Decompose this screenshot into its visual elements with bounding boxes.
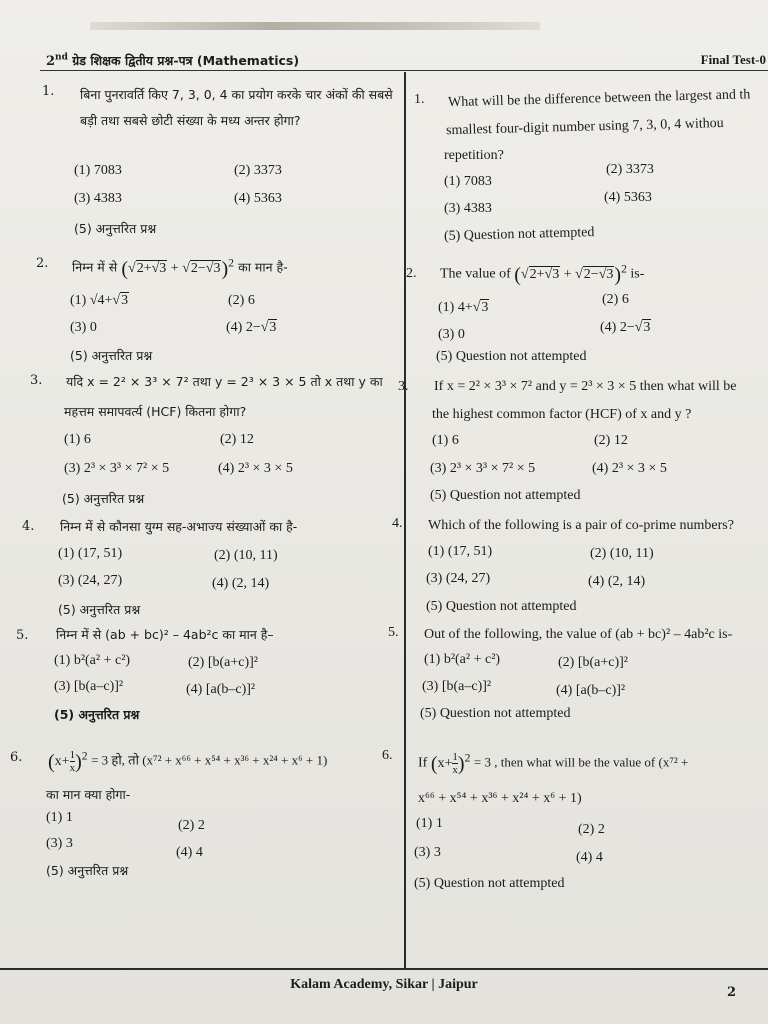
hi-q3-opt4: (4) 2³ × 3 × 5 [218, 461, 293, 476]
page-number: 2 [726, 985, 736, 1000]
en-q3-opt1: (1) 6 [432, 433, 459, 448]
en-q2-opt3: (3) 0 [438, 327, 465, 342]
en-q3-opt3: (3) 2³ × 3³ × 7² × 5 [430, 461, 536, 476]
hi-q5-text: निम्न में से (ab + bc)² – 4ab²c का मान है– [56, 627, 274, 642]
en-q6-opt3: (3) 3 [414, 845, 441, 860]
hi-q1-opt4: (4) 5363 [234, 191, 282, 206]
hi-q2-opt2: (2) 6 [228, 293, 255, 308]
hi-q2-text: निम्न में से $(√2+√3 + √2-√3)^2$ का मान है- [72, 256, 288, 280]
en-q3-number: 3. [398, 379, 409, 394]
en-q3-line1: If x = 2² × 3³ × 7² and y = 2³ × 3 × 5 then what will be [434, 379, 737, 394]
hi-q5-opt3: (3) [b(a–c)]² [54, 679, 124, 694]
en-q6-opt5: (5) Question not attempted [414, 876, 565, 891]
en-q5-opt2: (2) [b(a+c)]² [558, 655, 628, 670]
en-q6-expression: (x+ $\frac{1}{x}$ )$^2$ [430, 750, 471, 776]
en-q3-opt2: (2) 12 [594, 433, 628, 448]
en-q6-line2: x⁶⁶ + x⁵⁴ + x³⁶ + x²⁴ + x⁶ + 1) [418, 791, 582, 806]
en-q1-opt5: (5) Question not attempted [443, 225, 595, 244]
en-q1-line1: What will be the difference between the largest and th [447, 87, 751, 111]
en-q2-expression: $(√2+√3 + √2-√3)^2$ [514, 262, 627, 286]
hi-q5-number: 5. [16, 628, 29, 643]
footer-rule [0, 968, 768, 970]
en-q2-opt5: (5) Question not attempted [436, 349, 587, 364]
hi-q1-number: 1. [42, 84, 55, 99]
en-q4-opt1: (1) (17, 51) [428, 544, 493, 559]
hi-q1-opt5: (5) अनुत्तरित प्रश्न [74, 221, 157, 236]
hi-q2-opt4: (4) 2−√3 [226, 320, 277, 335]
en-q6-line1: If (x+ $\frac{1}{x}$ )$^2$ = 3 , then what will be the value of (x⁷² + [418, 750, 689, 776]
hi-q4-opt3: (3) (24, 27) [58, 573, 123, 588]
scan-artifact-band [90, 22, 540, 30]
header-left: 2nd ग्रेड शिक्षक द्वितीय प्रश्न-पत्र (Mathematics) [46, 52, 300, 69]
en-q4-number: 4. [392, 516, 403, 531]
hi-q1-text: बिना पुनरावर्ति किए 7, 3, 0, 4 का प्रयोग करके चार अंकों की सबसे बड़ी तथा सबसे छोटी संख्या के मध्य अन्तर होगा? [80, 87, 393, 128]
en-q3-opt5: (5) Question not attempted [430, 488, 581, 503]
en-q1-opt4: (4) 5363 [604, 190, 652, 205]
hi-q6-number: 6. [10, 750, 23, 765]
en-q2-opt4: (4) 2−√3 [600, 320, 651, 335]
en-q1-line3: repetition? [444, 148, 504, 163]
en-q5-opt3: (3) [b(a–c)]² [422, 679, 492, 694]
en-q6-opt2: (2) 2 [578, 822, 605, 837]
hi-q3-opt1: (1) 6 [64, 432, 91, 447]
en-q5-text: Out of the following, the value of (ab + bc)² – 4ab²c is- [424, 627, 733, 642]
hi-q2-opt3: (3) 0 [70, 320, 97, 335]
footer-academy: Kalam Academy, Sikar | Jaipur [290, 977, 478, 992]
hi-q5-opt4: (4) [a(b–c)]² [186, 682, 256, 697]
column-divider [404, 72, 406, 970]
hi-q6-opt5: (5) अनुत्तरित प्रश्न [46, 863, 129, 878]
hi-q3-opt5: (5) अनुत्तरित प्रश्न [62, 491, 145, 506]
en-q4-opt3: (3) (24, 27) [426, 571, 491, 586]
hi-q6-opt1: (1) 1 [46, 810, 73, 825]
en-q2-opt2: (2) 6 [602, 292, 629, 307]
en-q6-opt1: (1) 1 [416, 816, 443, 831]
en-q4-opt2: (2) (10, 11) [590, 546, 654, 561]
en-q4-text: Which of the following is a pair of co-prime numbers? [428, 518, 734, 533]
hi-q1-opt1: (1) 7083 [74, 163, 122, 178]
en-q3-opt4: (4) 2³ × 3 × 5 [592, 461, 667, 476]
en-q6-opt4: (4) 4 [576, 850, 603, 865]
hi-q3-line1: यदि x = 2² × 3³ × 7² तथा y = 2³ × 3 × 5 तो x तथा y का [66, 374, 383, 389]
en-q1-opt3: (3) 4383 [444, 201, 492, 216]
hi-q6-expression: (x+ $\frac{1}{x}$ )$^2$ [48, 748, 88, 774]
en-q2-opt1: (1) 4+√3 [438, 300, 489, 315]
hi-q3-opt3: (3) 2³ × 3³ × 7² × 5 [64, 461, 170, 476]
hi-q5-opt2: (2) [b(a+c)]² [188, 655, 258, 670]
en-q5-opt4: (4) [a(b–c)]² [556, 683, 626, 698]
hi-q2-number: 2. [36, 256, 49, 271]
header-right: Final Test-0 [700, 52, 766, 67]
en-q5-opt5: (5) Question not attempted [420, 706, 571, 721]
hi-q5-opt1: (1) b²(a² + c²) [54, 653, 131, 668]
hi-q2-opt1: (1) √4+√3 [70, 293, 129, 308]
hi-q5-opt5: (5) अनुत्तरित प्रश्न [54, 707, 140, 722]
hi-q1-opt2: (2) 3373 [234, 163, 282, 178]
en-q4-opt5: (5) Question not attempted [426, 599, 577, 614]
en-q1-number: 1. [414, 92, 425, 107]
en-q5-opt1: (1) b²(a² + c²) [424, 652, 501, 667]
header-rule [40, 70, 768, 71]
hi-q4-text: निम्न में से कौनसा युग्म सह-अभाज्य संख्याओं का है- [60, 519, 298, 534]
hi-q6-line1: (x+ $\frac{1}{x}$ )$^2$ = 3 हो, तो (x⁷² + x⁶⁶ + x⁵⁴ + x³⁶ + x²⁴ + x⁶ + 1) [48, 748, 328, 774]
hi-q4-opt5: (5) अनुत्तरित प्रश्न [58, 602, 141, 617]
en-q3-line2: the highest common factor (HCF) of x and y ? [432, 407, 692, 422]
en-q6-number: 6. [382, 748, 393, 763]
en-q1-opt2: (2) 3373 [606, 162, 654, 177]
en-q5-number: 5. [388, 625, 399, 640]
hi-q6-opt3: (3) 3 [46, 836, 73, 851]
hi-q6-opt2: (2) 2 [178, 818, 205, 833]
hi-q3-number: 3. [30, 373, 43, 388]
en-q1-line2: smallest four-digit number using 7, 3, 0, 4 withou [445, 115, 724, 139]
en-q2-text: The value of $(√2+√3 + √2-√3)^2$ is- [440, 262, 645, 286]
hi-q3-opt2: (2) 12 [220, 432, 254, 447]
hi-q6-opt4: (4) 4 [176, 845, 203, 860]
hi-q4-opt2: (2) (10, 11) [214, 548, 278, 563]
hi-q4-opt1: (1) (17, 51) [58, 546, 123, 561]
hi-q3-line2: महत्तम समापवर्त्य (HCF) कितना होगा? [64, 404, 247, 419]
hi-q6-line2: का मान क्या होगा- [46, 787, 131, 802]
hi-q4-number: 4. [22, 519, 35, 534]
hi-q2-opt5: (5) अनुत्तरित प्रश्न [70, 348, 153, 363]
en-q1-opt1: (1) 7083 [444, 174, 492, 189]
en-q4-opt4: (4) (2, 14) [588, 574, 646, 589]
hi-q4-opt4: (4) (2, 14) [212, 576, 270, 591]
hi-q2-expression: $(√2+√3 + √2-√3)^2$ [121, 256, 234, 280]
en-q2-number: 2. [406, 266, 417, 281]
hi-q1-opt3: (3) 4383 [74, 191, 122, 206]
